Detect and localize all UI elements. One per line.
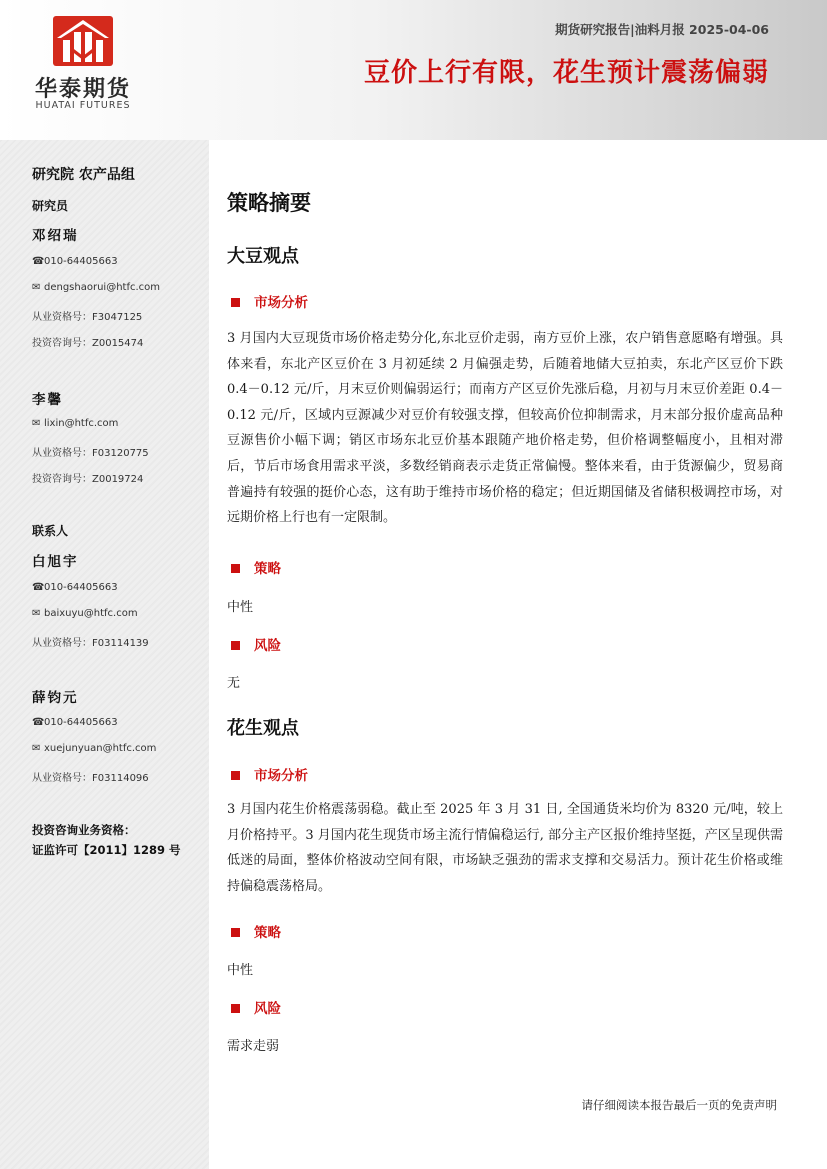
phone-icon: ☎ [32, 717, 45, 728]
peanut-strategy-label [231, 921, 281, 941]
person-name: 薛钧元 [32, 690, 79, 706]
license-line-1: 投资咨询业务资格： [32, 823, 136, 837]
disclaimer-note: 请仔细阅读本报告最后一页的免责声明 [581, 1098, 777, 1112]
huatai-logo-icon [53, 16, 113, 66]
contact-role-label: 联系人 [32, 524, 69, 538]
person-name: 李馨 [32, 392, 63, 408]
phone-number: 010-64405663 [44, 582, 118, 593]
email-address[interactable]: baixuyu@htfc.com [44, 608, 138, 619]
square-bullet-icon [231, 641, 240, 650]
email-icon: ✉ [32, 608, 41, 619]
person-email[interactable] [32, 743, 156, 754]
email-address[interactable]: lixin@htfc.com [44, 418, 119, 429]
report-header [0, 0, 827, 140]
researcher-role-label: 研究员 [32, 199, 69, 213]
soybean-title: 大豆观点 [227, 246, 299, 267]
company-logo [28, 16, 138, 116]
label-text: 风险 [254, 1001, 281, 1017]
label-text: 策略 [254, 925, 281, 941]
soybean-risk-text: 无 [227, 676, 241, 691]
sidebar [0, 140, 209, 1169]
square-bullet-icon [231, 771, 240, 780]
section-heading: 策略摘要 [227, 191, 311, 215]
person-cert: 从业资格号：F03120775 [32, 448, 149, 459]
square-bullet-icon [231, 928, 240, 937]
email-icon: ✉ [32, 418, 41, 429]
square-bullet-icon [231, 298, 240, 307]
report-meta: 期货研究报告|油料月报 2025-04-06 [555, 22, 769, 37]
phone-icon: ☎ [32, 256, 45, 267]
soybean-strategy-label [231, 557, 281, 577]
label-text: 策略 [254, 561, 281, 577]
research-group: 研究院 农产品组 [32, 167, 135, 183]
person-name: 邓绍瑞 [32, 228, 79, 244]
email-icon: ✉ [32, 282, 41, 293]
soybean-market-label [231, 291, 308, 311]
phone-number: 010-64405663 [44, 717, 118, 728]
person-cert: 从业资格号：F3047125 [32, 312, 143, 323]
peanut-market-label [231, 764, 308, 784]
person-email[interactable] [32, 608, 138, 619]
label-text: 市场分析 [254, 295, 308, 311]
peanut-risk-label [231, 997, 281, 1017]
phone-number: 010-64405663 [44, 256, 118, 267]
email-address[interactable]: xuejunyuan@htfc.com [44, 743, 157, 754]
email-icon: ✉ [32, 743, 41, 754]
report-title: 豆价上行有限，花生预计震荡偏弱 [363, 58, 769, 88]
email-address[interactable]: dengshaorui@htfc.com [44, 282, 161, 293]
peanut-market-text: 3 月国内花生价格震荡弱稳。截止至 2025 年 3 月 31 日, 全国通货米均价为 8320 元/吨，较上月价格持平。3 月国内花生现货市场主流行情偏稳运行, 部分主产区报价维持坚挺，产区呈现供需低迷的局面，整体价格波动空间有限，市场缺乏强劲的需求支撑和交易活力。预计花生价格或维持偏稳震荡格局。 [227, 802, 783, 894]
label-text: 风险 [254, 638, 281, 654]
peanut-title: 花生观点 [227, 718, 299, 739]
person-phone [32, 717, 118, 728]
person-phone [32, 582, 118, 593]
logo-english-name: HUATAI FUTURES [35, 100, 131, 111]
person-phone [32, 256, 118, 267]
label-text: 市场分析 [254, 768, 308, 784]
person-email[interactable] [32, 282, 160, 293]
square-bullet-icon [231, 1004, 240, 1013]
person-advisory: 投资咨询号：Z0015474 [32, 338, 144, 349]
soybean-market-text: 3 月国内大豆现货市场价格走势分化,东北豆价走弱，南方豆价上涨，农户销售意愿略有增强。具体来看，东北产区豆价在 3 月初延续 2 月偏强走势，后随着地储大豆拍卖，东北产区豆价下跌 0.4－0.12 元/斤，月末豆价则偏弱运行；而南方产区豆价先涨后稳，月初与月末豆价差距 0.4－0.12 元/斤，区域内豆源减少对豆价有较强支撑，但较高价位抑制需求，月末部分报价虚高品种豆源售价小幅下调；销区市场东北豆价基本跟随产地价格走势，但价格调整幅度小，且相对滞后，节后市场食用需求平淡，多数经销商表示走货正常偏慢。整体来看，由于货源偏少，贸易商普遍持有较强的挺价心态，这有助于维持市场价格的稳定；但近期国储及省储积极调控市场，对远期价格上行也有一定限制。 [227, 331, 783, 526]
soybean-strategy-text: 中性 [227, 600, 254, 615]
person-advisory: 投资咨询号：Z0019724 [32, 474, 144, 485]
person-email[interactable] [32, 418, 118, 429]
person-name: 白旭宇 [32, 554, 79, 570]
soybean-risk-label [231, 634, 281, 654]
license-line-2: 证监许可【2011】1289 号 [32, 843, 181, 857]
peanut-risk-text: 需求走弱 [227, 1039, 280, 1054]
person-cert: 从业资格号：F03114096 [32, 773, 149, 784]
peanut-strategy-text: 中性 [227, 963, 254, 978]
person-cert: 从业资格号：F03114139 [32, 638, 149, 649]
square-bullet-icon [231, 564, 240, 573]
phone-icon: ☎ [32, 582, 45, 593]
logo-chinese-name: 华泰期货 [34, 77, 131, 102]
